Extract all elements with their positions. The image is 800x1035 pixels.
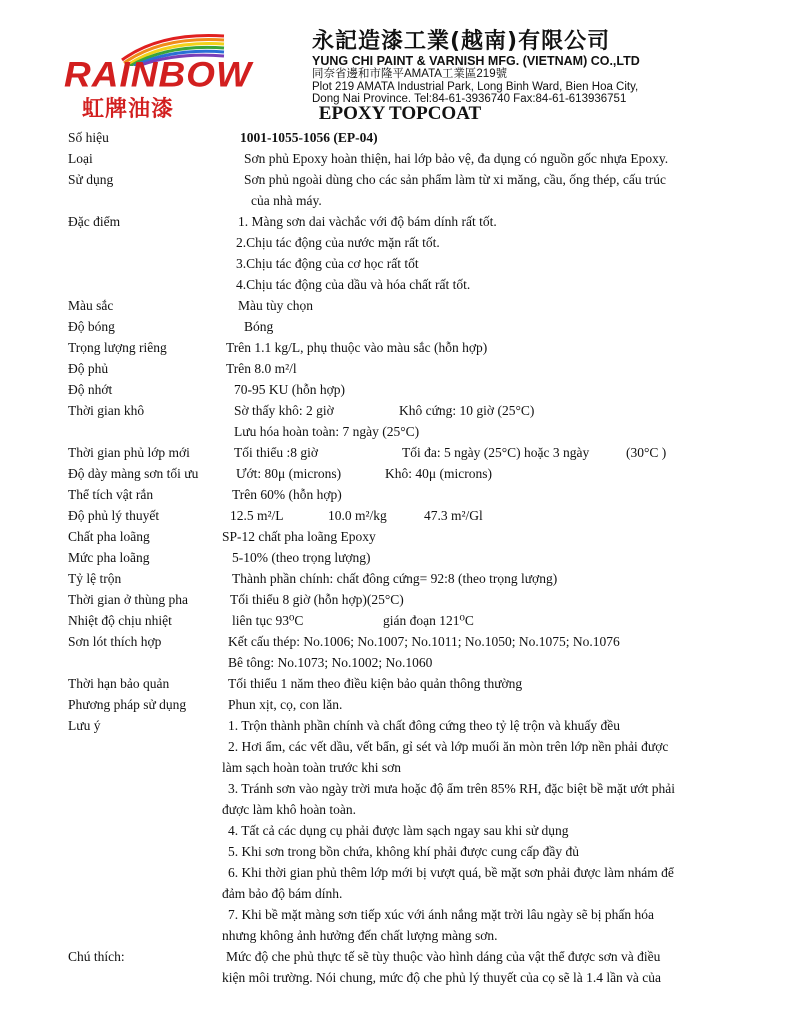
spec-label: Thời gian khô [68,403,145,418]
touch-dry-value: Sờ thấy khô: 2 giờ [234,403,334,418]
rainbow-logo [64,26,304,122]
spec-value: Sơn phủ ngoài dùng cho các sản phẩm làm từ xi măng, cầu, ống thép, cấu trúc [244,172,666,187]
spec-label: Nhiệt độ chịu nhiệt [68,613,172,628]
note-item: nhưng không ảnh hưởng đến chất lượng màng sơn. [222,928,498,943]
feature-item: 2.Chịu tác động của nước mặn rất tốt. [236,235,440,250]
intermittent-temp-value: gián đoạn 121⁰C [383,613,474,628]
spec-label: Loại [68,151,93,166]
feature-item: 4.Chịu tác động của dầu và hóa chất rất tốt. [236,277,471,292]
primer-concrete-value: Bê tông: No.1073; No.1002; No.1060 [228,655,433,670]
spec-label: Đặc điểm [68,214,121,229]
note-item: 6. Khi thời gian phủ thêm lớp mới bị vượt quá, bề mặt sơn phải được làm nhám để [228,865,674,880]
spec-value: Thành phần chính: chất đông cứng= 92:8 (theo trọng lượng) [232,571,558,586]
note-item: 2. Hơi ẩm, các vết dầu, vết bẩn, gỉ sét và lớp muối ăn mòn trên lớp nền phải được [228,739,669,754]
logo-chinese-name: 虹牌油漆 [82,97,175,122]
recoat-max-temp: (30°C ) [626,445,667,460]
recoat-max-value: Tối đa: 5 ngày (25°C) hoặc 3 ngày [402,445,590,460]
company-name-english: YUNG CHI PAINT & VARNISH MFG. (VIETNAM) CO.,LTD [312,54,640,68]
spec-value: Trên 60% (hỗn hợp) [232,487,342,502]
spec-value: SP-12 chất pha loãng Epoxy [222,529,376,544]
company-name-chinese: 永記造漆工業(越南)有限公司 [312,29,611,54]
spec-label: Độ phủ lý thuyết [68,508,160,523]
spec-value: Tối thiểu 8 giờ (hỗn hợp)(25°C) [230,592,404,607]
spec-value: Tối thiểu 1 năm theo điều kiện bảo quản thông thường [228,676,523,691]
spec-label: Thời gian phủ lớp mới [68,445,190,460]
coverage-per-liter: 12.5 m²/L [230,508,284,523]
spec-label: Độ nhớt [68,382,113,397]
spec-label: Mức pha loãng [68,550,150,565]
spec-label: Thể tích vật rắn [68,487,154,502]
spec-value: 5-10% (theo trọng lượng) [232,550,371,565]
spec-label: Trọng lượng riêng [68,340,167,355]
spec-label: Độ bóng [68,319,115,334]
spec-label: Thời hạn bảo quản [68,676,170,691]
spec-value: Trên 8.0 m²/l [226,361,297,376]
feature-item: 3.Chịu tác động của cơ học rất tốt [236,256,419,271]
hard-dry-value: Khô cứng: 10 giờ (25°C) [399,403,535,418]
spec-label: Sơn lót thích hợp [68,634,162,649]
logo-wordmark: RAINBOW [64,55,252,94]
remark-item: kiện môi trường. Nói chung, mức độ che phủ lý thuyết của cọ sẽ là 1.4 lần và của [222,970,662,985]
spec-label: Chất pha loãng [68,529,150,544]
coverage-per-kg: 10.0 m²/kg [328,508,387,523]
product-code: 1001-1055-1056 (EP-04) [240,130,378,145]
company-address-line-2: Dong Nai Province. Tel:84-61-3936740 Fax:84-61-613936751 [312,93,627,105]
spec-value: Bóng [244,319,274,334]
dry-thickness-value: Khô: 40μ (microns) [385,466,492,481]
spec-label: Độ phủ [68,361,109,376]
spec-label: Tỷ lệ trộn [68,571,122,586]
remark-item: Mức độ che phủ thực tế sẽ tùy thuộc vào hình dáng của vật thể được sơn và điều [226,949,661,964]
feature-item: 1. Màng sơn dai vàchắc với độ bám dính rất tốt. [238,214,497,229]
primer-steel-value: Kết cấu thép: No.1006; No.1007; No.1011; No.1050; No.1075; No.1076 [228,634,620,649]
spec-label: Thời gian ở thùng pha [68,592,189,607]
note-item: đảm bảo độ bám dính. [222,886,343,901]
spec-value: Sơn phủ Epoxy hoàn thiện, hai lớp bảo vệ, đa dụng có nguồn gốc nhựa Epoxy. [244,151,669,166]
spec-value: Trên 1.1 kg/L, phụ thuộc vào màu sắc (hỗn hợp) [226,340,488,355]
document-title: EPOXY TOPCOAT [318,103,482,124]
company-address-chinese: 同奈省邊和市隆平AMATA工業區219號 [312,68,508,80]
coverage-per-gallon: 47.3 m²/Gl [424,508,483,523]
full-cure-value: Lưu hóa hoàn toàn: 7 ngày (25°C) [234,424,420,439]
spec-label: Sử dụng [68,172,114,187]
note-item: 4. Tất cả các dụng cụ phải được làm sạch ngay sau khi sử dụng [228,823,569,838]
continuous-temp-value: liên tục 93⁰C [232,613,304,628]
spec-value: Màu tùy chọn [238,298,313,313]
note-item: 7. Khi bề mặt màng sơn tiếp xúc với ánh nắng mặt trời lâu ngày sẽ bị phấn hóa [228,907,654,922]
spec-value: Phun xịt, cọ, con lăn. [228,697,343,712]
spec-label: Chú thích: [68,949,125,964]
note-item: 5. Khi sơn trong bồn chứa, không khí phải được cung cấp đầy đủ [228,844,579,859]
spec-value: 70-95 KU (hỗn hợp) [234,382,345,397]
spec-label: Lưu ý [68,718,101,733]
spec-value: của nhà máy. [251,193,322,208]
recoat-min-value: Tối thiểu :8 giờ [234,445,319,460]
note-item: 1. Trộn thành phần chính và chất đông cứng theo tỷ lệ trộn và khuấy đều [228,718,620,733]
wet-thickness-value: Ướt: 80μ (microns) [236,466,342,481]
spec-label: Độ dày màng sơn tối ưu [68,466,199,481]
spec-label: Số hiệu [68,130,109,145]
note-item: được làm khô hoàn toàn. [222,802,357,817]
spec-label: Màu sắc [68,298,114,313]
note-item: làm sạch hoàn toàn trước khi sơn [222,760,402,775]
company-info [312,30,752,106]
company-address-line-1: Plot 219 AMATA Industrial Park, Long Binh Ward, Bien Hoa City, [312,80,639,93]
note-item: 3. Tránh sơn vào ngày trời mưa hoặc độ ẩm trên 85% RH, đặc biệt bề mặt ướt phải [228,781,675,796]
spec-label: Phương pháp sử dụng [68,697,187,712]
